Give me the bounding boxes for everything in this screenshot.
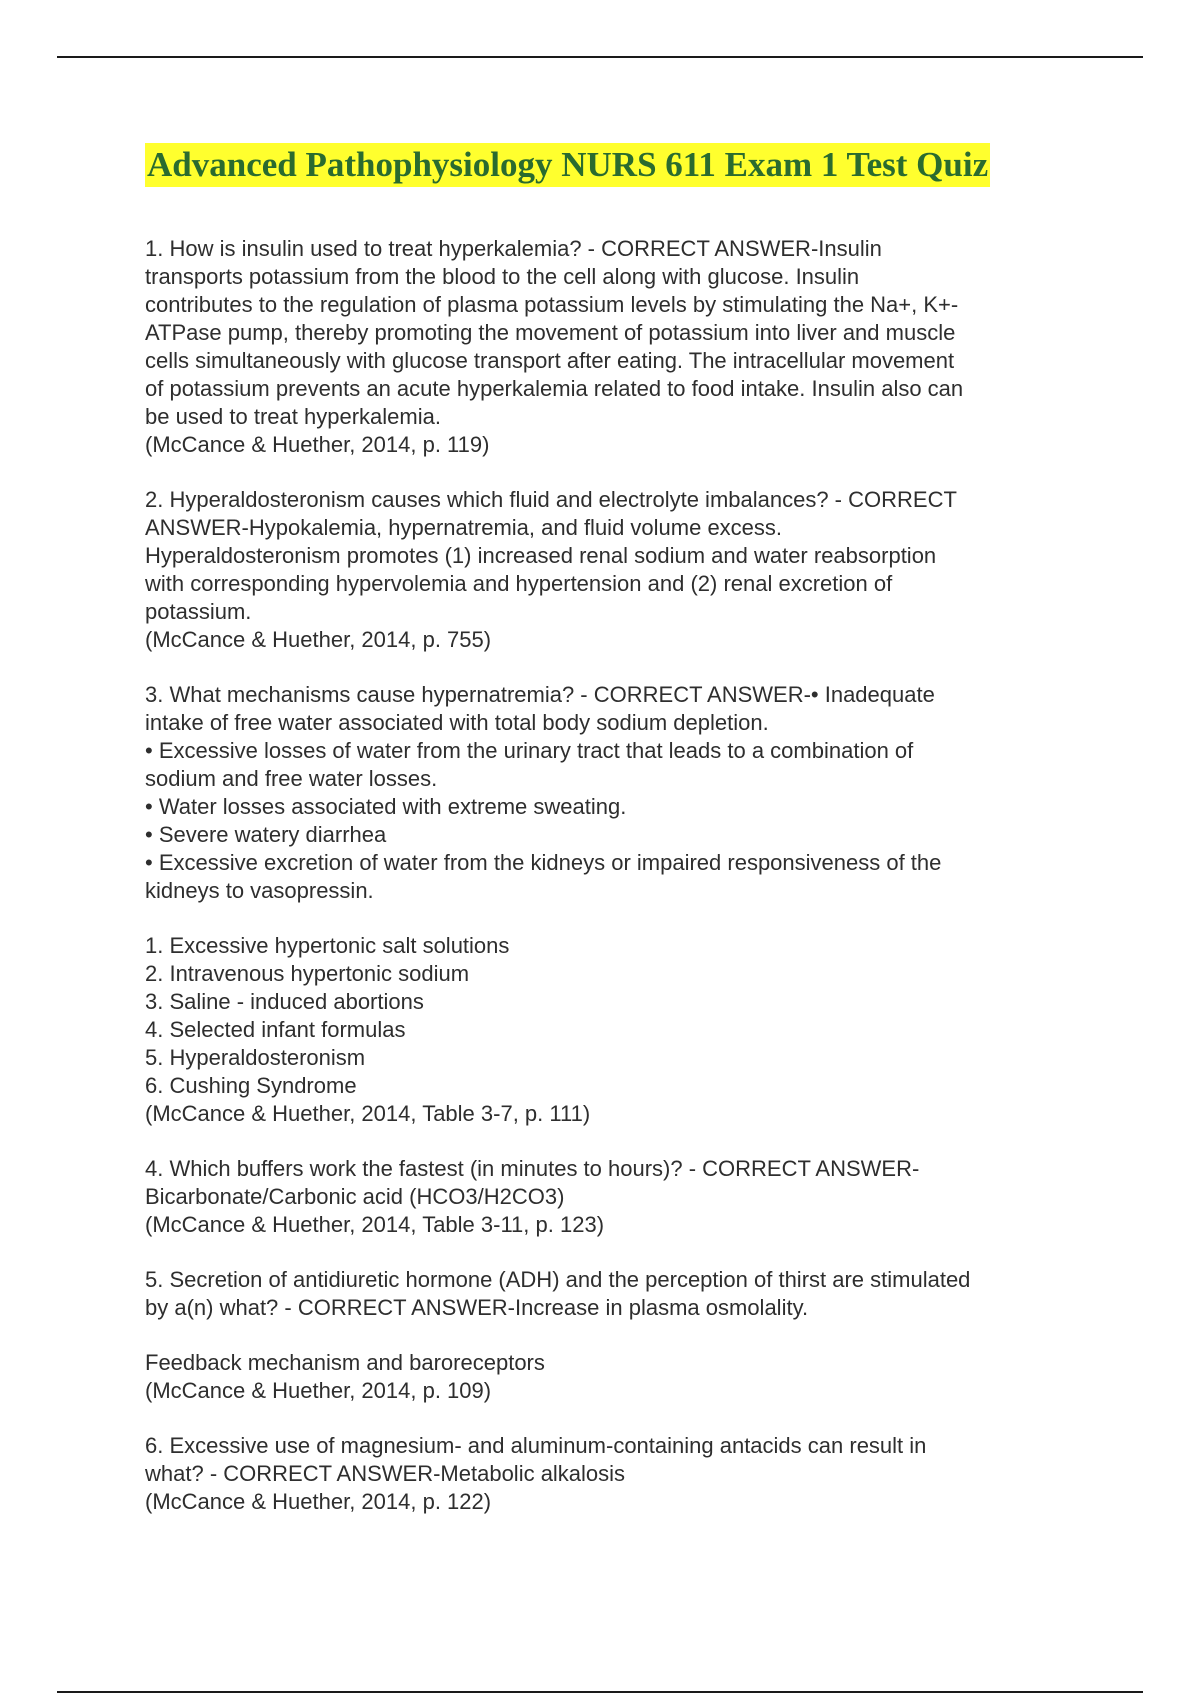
citation: (McCance & Huether, 2014, Table 3-11, p. 123) bbox=[145, 1212, 605, 1237]
text-line: by a(n) what? - CORRECT ANSWER-Increase in plasma osmolality. bbox=[145, 1295, 809, 1320]
document-body bbox=[145, 235, 1065, 1516]
question-block-5-followup bbox=[145, 1349, 1065, 1405]
citation: (McCance & Huether, 2014, p. 122) bbox=[145, 1489, 492, 1514]
text-line: of potassium prevents an acute hyperkalemia related to food intake. Insulin also can bbox=[145, 376, 964, 401]
text-line: ANSWER-Hypokalemia, hypernatremia, and fluid volume excess. bbox=[145, 515, 783, 540]
text-line: what? - CORRECT ANSWER-Metabolic alkalosis bbox=[145, 1461, 626, 1486]
top-rule bbox=[57, 56, 1143, 58]
text-line: potassium. bbox=[145, 599, 252, 624]
text-line: Hyperaldosteronism promotes (1) increased renal sodium and water reabsorption bbox=[145, 543, 937, 568]
question-block-5 bbox=[145, 1266, 1065, 1322]
list-item: 5. Hyperaldosteronism bbox=[145, 1045, 366, 1070]
bullet-item: • Excessive losses of water from the urinary tract that leads to a combination of bbox=[145, 738, 914, 763]
list-item: 4. Selected infant formulas bbox=[145, 1017, 406, 1042]
bullet-item: • Excessive excretion of water from the kidneys or impaired responsiveness of the bbox=[145, 850, 942, 875]
document-content bbox=[145, 143, 1065, 1543]
numbered-list-block bbox=[145, 932, 1065, 1128]
list-item: 6. Cushing Syndrome bbox=[145, 1073, 357, 1098]
text-line: with corresponding hypervolemia and hypertension and (2) renal excretion of bbox=[145, 571, 893, 596]
text-line: cells simultaneously with glucose transport after eating. The intracellular movement bbox=[145, 348, 955, 373]
text-line: 1. How is insulin used to treat hyperkalemia? - CORRECT ANSWER-Insulin bbox=[145, 236, 882, 261]
question-block-2 bbox=[145, 486, 1065, 654]
text-line: 6. Excessive use of magnesium- and aluminum-containing antacids can result in bbox=[145, 1433, 927, 1458]
text-line: 4. Which buffers work the fastest (in minutes to hours)? - CORRECT ANSWER- bbox=[145, 1156, 920, 1181]
text-line: ATPase pump, thereby promoting the movement of potassium into liver and muscle bbox=[145, 320, 956, 345]
citation: (McCance & Huether, 2014, p. 109) bbox=[145, 1378, 492, 1403]
list-item: 1. Excessive hypertonic salt solutions bbox=[145, 933, 510, 958]
text-line: be used to treat hyperkalemia. bbox=[145, 404, 441, 429]
bottom-rule bbox=[57, 1691, 1143, 1693]
citation: (McCance & Huether, 2014, Table 3-7, p. 111) bbox=[145, 1101, 591, 1126]
question-block-3 bbox=[145, 681, 1065, 905]
question-block-6 bbox=[145, 1432, 1065, 1516]
text-line: transports potassium from the blood to the cell along with glucose. Insulin bbox=[145, 264, 860, 289]
text-line: contributes to the regulation of plasma potassium levels by stimulating the Na+, K+- bbox=[145, 292, 959, 317]
text-line: Feedback mechanism and baroreceptors bbox=[145, 1350, 545, 1375]
text-line: intake of free water associated with total body sodium depletion. bbox=[145, 710, 769, 735]
bullet-item: • Water losses associated with extreme sweating. bbox=[145, 794, 627, 819]
question-block-1 bbox=[145, 235, 1065, 459]
citation: (McCance & Huether, 2014, p. 119) bbox=[145, 432, 490, 457]
citation: (McCance & Huether, 2014, p. 755) bbox=[145, 627, 492, 652]
bullet-item: • Severe watery diarrhea bbox=[145, 822, 387, 847]
text-line: Bicarbonate/Carbonic acid (HCO3/H2CO3) bbox=[145, 1184, 565, 1209]
list-item: 2. Intravenous hypertonic sodium bbox=[145, 961, 470, 986]
question-block-4 bbox=[145, 1155, 1065, 1239]
text-line: 2. Hyperaldosteronism causes which fluid and electrolyte imbalances? - CORRECT bbox=[145, 487, 957, 512]
text-line: sodium and free water losses. bbox=[145, 766, 438, 791]
text-line: kidneys to vasopressin. bbox=[145, 878, 374, 903]
text-line: 5. Secretion of antidiuretic hormone (ADH) and the perception of thirst are stimulated bbox=[145, 1267, 971, 1292]
text-line: 3. What mechanisms cause hypernatremia? - CORRECT ANSWER-• Inadequate bbox=[145, 682, 935, 707]
list-item: 3. Saline - induced abortions bbox=[145, 989, 424, 1014]
document-title: Advanced Pathophysiology NURS 611 Exam 1 Test Quiz bbox=[145, 143, 990, 187]
